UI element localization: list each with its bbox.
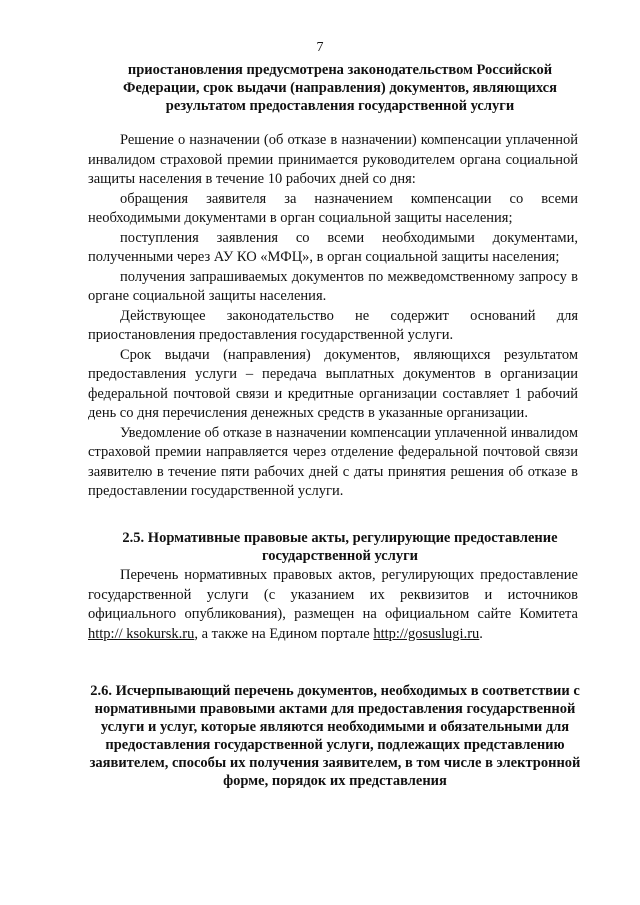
section-2-5-body (88, 566, 578, 644)
paragraph: Уведомление об отказе в назначении компенсации уплаченной инвалидом страховой премии направляется через отделение федеральной почтовой связи заявителю в течение пяти рабочих дней с даты принятия решения об отказе в предоставлении государственной услуги. (88, 424, 578, 499)
paragraph-text: Перечень нормативных правовых актов, регулирующих предоставление государственной услуги (с указанием их реквизитов и источников официального опубликования), размещен на официальном сайте Комитета (88, 567, 578, 622)
paragraph: Срок выдачи (направления) документов, являющихся результатом предоставления услуги – передача выплатных документов в организации федеральной почтовой связи и кредитные организации составляет 1 рабочий день со дня перечисления денежных средств в указанные организации. (88, 346, 578, 421)
section-heading-continued: приостановления предусмотрена законодательством Российской Федерации, срок выдачи (направления) документов, являющихся результатом предоставления государственной услуги (123, 62, 557, 114)
committee-site-link[interactable]: http:// ksokursk.ru (88, 625, 195, 642)
paragraph-text: , а также на Едином портале (194, 625, 374, 642)
gosuslugi-portal-link[interactable]: http://gosuslugi.ru (373, 625, 480, 642)
paragraph: Решение о назначении (об отказе в назначении) компенсации уплаченной инвалидом страховой премии принимается руководителем органа социальной защиты населения в течение 10 рабочих дней со дня: (88, 132, 578, 187)
paragraph-text: . (479, 625, 483, 642)
paragraph: поступления заявления со всеми необходимыми документами, полученными через АУ КО «МФЦ», в орган социальной защиты населения; (88, 229, 578, 265)
page-number: 7 (316, 40, 324, 55)
paragraph: обращения заявителя за назначением компенсации со всеми необходимыми документами в орган социальной защиты населения; (88, 190, 578, 226)
paragraph: Действующее законодательство не содержит оснований для приостановления предоставления государственной услуги. (88, 307, 578, 343)
section-2-5-heading: 2.5. Нормативные правовые акты, регулирующие предоставление государственной услуги (122, 530, 558, 564)
paragraph: получения запрашиваемых документов по межведомственному запросу в органе социальной защиты населения. (88, 268, 578, 304)
decision-section (88, 131, 578, 502)
section-2-6-heading: 2.6. Исчерпывающий перечень документов, необходимых в соответствии с нормативными правовыми актами для предоставления государственной услуги и услуг, которые являются необходимыми и обязательными для предоставления государственной услуги, подлежащих представлению заявителем, способы их получения заявителем, в том числе в электронной форме, порядок их представления (89, 683, 581, 789)
paragraph (88, 566, 578, 644)
